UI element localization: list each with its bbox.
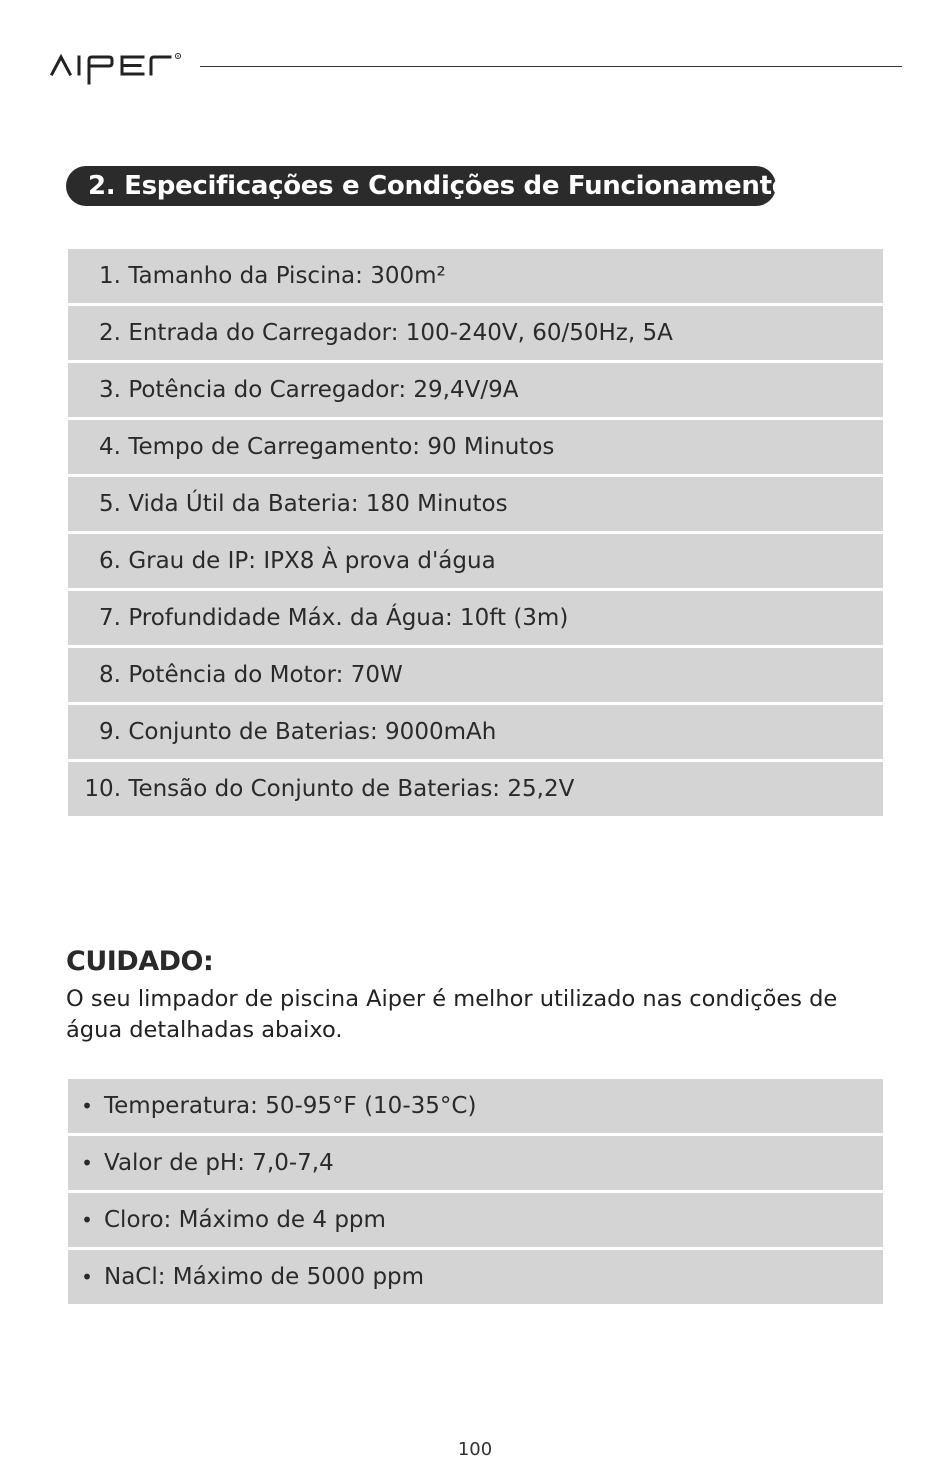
condition-row xyxy=(68,1250,883,1304)
aiper-logo xyxy=(48,48,188,88)
spec-text: Vida Útil da Bateria: 180 Minutos xyxy=(128,491,508,517)
bullet-icon: • xyxy=(81,1151,93,1175)
spec-row xyxy=(68,249,883,303)
spec-row xyxy=(68,420,883,474)
spec-number: 10. xyxy=(84,776,121,802)
spec-text: Tensão do Conjunto de Baterias: 25,2V xyxy=(128,776,575,802)
spec-number: 7. xyxy=(99,605,121,631)
spec-text: Potência do Carregador: 29,4V/9A xyxy=(128,377,519,403)
spec-list xyxy=(68,249,883,819)
spec-text: Conjunto de Baterias: 9000mAh xyxy=(128,719,497,745)
spec-number: 4. xyxy=(99,434,121,460)
spec-row xyxy=(68,534,883,588)
header-rule xyxy=(200,66,902,67)
bullet-icon: • xyxy=(81,1265,93,1289)
bullet-icon: • xyxy=(81,1208,93,1232)
spec-number: 6. xyxy=(99,548,121,574)
condition-text: Valor de pH: 7,0-7,4 xyxy=(104,1150,334,1176)
condition-text: NaCl: Máximo de 5000 ppm xyxy=(104,1264,425,1290)
spec-text: Entrada do Carregador: 100-240V, 60/50Hz, 5A xyxy=(128,320,673,346)
spec-number: 9. xyxy=(99,719,121,745)
spec-row xyxy=(68,477,883,531)
caution-body: O seu limpador de piscina Aiper é melhor utilizado nas condições de água detalhadas abaixo. xyxy=(66,986,838,1043)
spec-row xyxy=(68,306,883,360)
spec-text: Profundidade Máx. da Água: 10ft (3m) xyxy=(128,605,569,631)
condition-row xyxy=(68,1193,883,1247)
spec-number: 5. xyxy=(99,491,121,517)
condition-text: Temperatura: 50-95°F (10-35°C) xyxy=(104,1093,477,1119)
spec-text: Tempo de Carregamento: 90 Minutos xyxy=(128,434,555,460)
spec-number: 3. xyxy=(99,377,121,403)
spec-row xyxy=(68,591,883,645)
page-number: 100 xyxy=(457,1439,493,1460)
condition-text: Cloro: Máximo de 4 ppm xyxy=(104,1207,386,1233)
spec-row xyxy=(68,762,883,816)
spec-row xyxy=(68,705,883,759)
spec-number: 8. xyxy=(99,662,121,688)
spec-row xyxy=(68,363,883,417)
spec-text: Tamanho da Piscina: 300m² xyxy=(128,263,446,289)
svg-text:R: R xyxy=(176,54,180,59)
condition-row xyxy=(68,1136,883,1190)
spec-text: Potência do Motor: 70W xyxy=(128,662,403,688)
conditions-list xyxy=(68,1079,883,1307)
spec-text: Grau de IP: IPX8 À prova d'água xyxy=(128,548,496,574)
condition-row xyxy=(68,1079,883,1133)
caution-title: CUIDADO: xyxy=(66,946,214,977)
spec-number: 2. xyxy=(99,320,121,346)
spec-number: 1. xyxy=(99,263,121,289)
bullet-icon: • xyxy=(81,1094,93,1118)
spec-row xyxy=(68,648,883,702)
section-title: 2. Especificações e Condições de Funcionamento xyxy=(66,166,776,206)
